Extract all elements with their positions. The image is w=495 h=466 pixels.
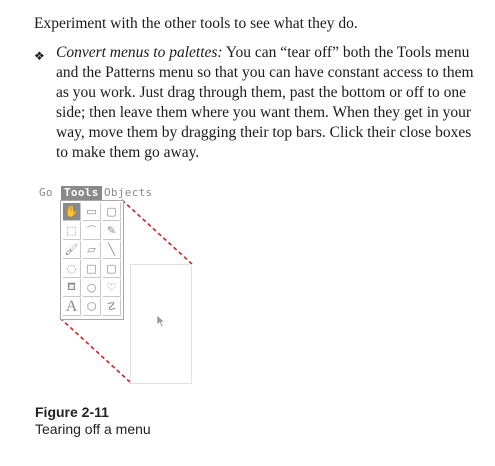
rectangle-tool-icon[interactable]: □ — [83, 260, 101, 278]
regular-polygon-tool-icon[interactable]: ⬡ — [83, 298, 101, 316]
figure-caption: Tearing off a menu — [35, 421, 151, 437]
menu-go[interactable]: Go — [39, 186, 53, 199]
rounded-rectangle-tool-icon[interactable]: ▢ — [103, 260, 121, 278]
oval-tool-icon[interactable]: ○ — [83, 279, 101, 297]
figure-label: Figure 2-11 — [35, 404, 109, 420]
menu-objects[interactable]: Objects — [104, 186, 153, 199]
tip-body: You can “tear off” both the Tools menu and the Patterns menu so that you can have constant access to them as you work. Just drag through them, past the bottom or off to one side; then leave them where you want them. When they get in your way, move them by dragging their top bars. Click their close boxes to make them go away. — [56, 44, 474, 161]
text-tool-icon[interactable]: A — [63, 298, 81, 316]
polygon-tool-icon[interactable]: ☡ — [103, 298, 121, 316]
pencil-tool-icon[interactable]: ✎ — [103, 222, 121, 240]
menu-tools[interactable]: Tools — [61, 186, 102, 200]
spray-can-tool-icon[interactable]: ◌ — [63, 260, 81, 278]
tip-paragraph — [56, 43, 486, 163]
tools-menu-dropdown — [60, 200, 124, 320]
bucket-tool-icon[interactable]: ⛾ — [63, 279, 81, 297]
intro-paragraph: Experiment with the other tools to see what they do. — [34, 15, 358, 32]
four-diamond-bullet-icon: ❖ — [34, 49, 45, 63]
eraser-tool-icon[interactable]: ▱ — [83, 241, 101, 259]
tear-off-figure — [0, 180, 495, 400]
tip-title: Convert menus to palettes: — [56, 44, 223, 61]
field-tool-icon[interactable]: ▢ — [103, 203, 121, 221]
menu-bar — [36, 186, 160, 200]
paint-brush-tool-icon[interactable]: 🖌 — [63, 241, 81, 259]
marquee-tool-icon[interactable]: ⬚ — [63, 222, 81, 240]
line-tool-icon[interactable]: ╲ — [103, 241, 121, 259]
curve-tool-icon[interactable]: ♡ — [103, 279, 121, 297]
rectangle-select-tool-icon[interactable]: ▭ — [83, 203, 101, 221]
arrow-cursor-icon — [156, 314, 166, 328]
lasso-tool-icon[interactable]: ⌒ — [83, 222, 101, 240]
hand-tool-icon[interactable]: ✋ — [63, 203, 81, 221]
